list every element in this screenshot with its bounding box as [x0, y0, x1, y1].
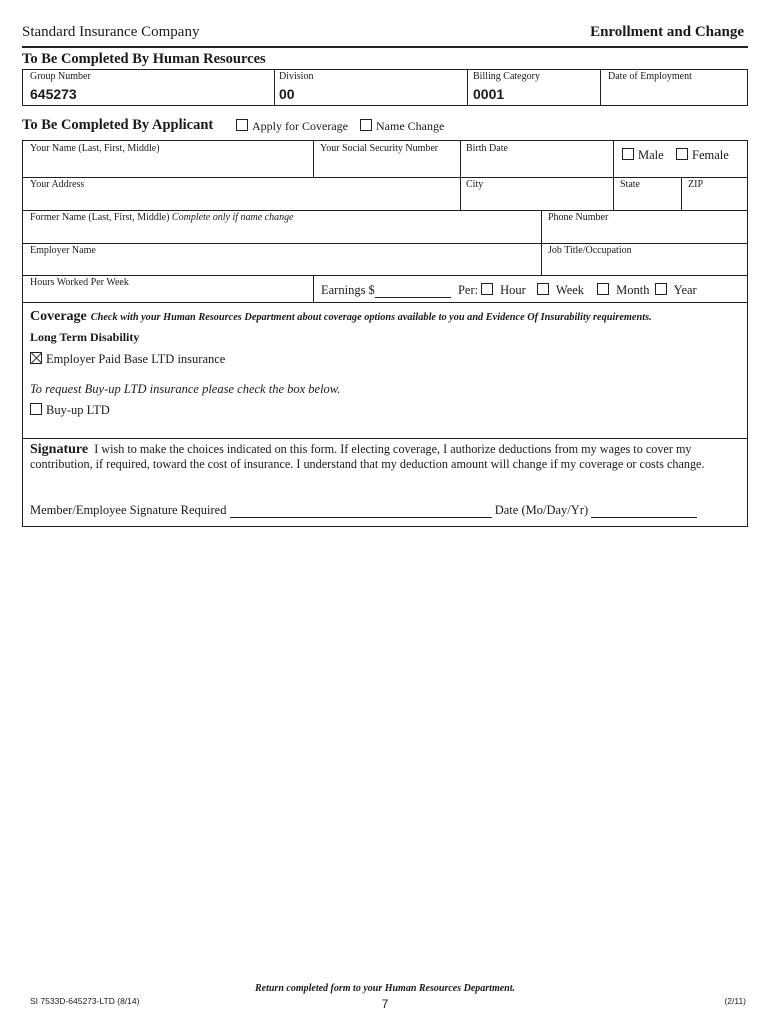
signature-paragraph	[30, 442, 742, 472]
zip-label: ZIP	[688, 179, 703, 190]
address-field[interactable]	[26, 192, 456, 208]
birth-date-label: Birth Date	[466, 143, 508, 154]
division-field[interactable]: 00	[279, 86, 295, 102]
form-title: Enrollment and Change	[590, 24, 744, 40]
signature-field[interactable]	[230, 505, 492, 518]
ltd-title: Long Term Disability	[30, 330, 140, 344]
divider	[313, 275, 314, 302]
coverage-header	[30, 307, 652, 325]
divider	[541, 243, 542, 275]
name-change-option[interactable]	[360, 119, 444, 134]
divider	[541, 210, 542, 243]
city-label: City	[466, 179, 484, 190]
hour-checkbox[interactable]	[481, 283, 493, 295]
divider	[313, 140, 314, 178]
apply-for-coverage-label: Apply for Coverage	[252, 119, 348, 133]
billing-category-label: Billing Category	[473, 71, 540, 82]
hour-option[interactable]	[481, 283, 526, 298]
employer-paid-label: Employer Paid Base LTD insurance	[46, 352, 226, 366]
your-name-field[interactable]	[26, 156, 310, 175]
buyup-label: Buy-up LTD	[46, 403, 110, 417]
signature-row	[30, 503, 697, 518]
year-label: Year	[673, 283, 697, 297]
week-label: Week	[555, 283, 585, 297]
row-divider	[22, 177, 748, 178]
divider	[467, 69, 468, 106]
coverage-instruction: Check with your Human Resources Department about coverage options available to you and Evidence Of Insurability requirements.	[90, 312, 652, 323]
employer-paid-checkbox[interactable]	[30, 352, 42, 364]
buyup-instruction: To request Buy-up LTD insurance please check the box below.	[30, 382, 341, 396]
zip-field[interactable]	[684, 192, 746, 208]
female-option[interactable]	[676, 148, 729, 163]
row-divider	[22, 210, 748, 211]
divider	[274, 69, 275, 106]
revision: (2/11)	[724, 996, 746, 1006]
divider	[681, 177, 682, 211]
week-checkbox[interactable]	[537, 283, 549, 295]
city-field[interactable]	[463, 192, 610, 208]
divider	[460, 177, 461, 211]
hours-label: Hours Worked Per Week	[30, 277, 129, 288]
header-rule	[22, 46, 748, 48]
form-code: SI 7533D-645273-LTD (8/14)	[30, 996, 140, 1006]
divider	[460, 140, 461, 178]
signature-date-field[interactable]	[591, 505, 697, 518]
company-name: Standard Insurance Company	[22, 24, 200, 40]
hours-field[interactable]	[26, 289, 310, 301]
signature-text: I wish to make the choices indicated on this form. If electing coverage, I authorize deductions from my wages to cover my contribution, if required, toward the cost of insurance. I understand that my deduction amount will change if my coverage or costs change.	[30, 442, 705, 471]
return-note: Return completed form to your Human Resources Department.	[254, 983, 515, 994]
name-change-checkbox[interactable]	[360, 119, 372, 131]
date-of-employment-field[interactable]	[604, 84, 744, 104]
state-field[interactable]	[616, 192, 678, 208]
male-checkbox[interactable]	[622, 148, 634, 160]
female-checkbox[interactable]	[676, 148, 688, 160]
buyup-option[interactable]	[30, 403, 110, 418]
group-number-field[interactable]: 645273	[30, 86, 77, 102]
group-number-label: Group Number	[30, 71, 91, 82]
row-divider	[22, 243, 748, 244]
year-option[interactable]	[655, 283, 697, 298]
earnings-field[interactable]	[375, 285, 451, 298]
divider	[600, 69, 601, 106]
page-number: 7	[381, 997, 389, 1011]
birth-date-field[interactable]	[463, 156, 610, 175]
earnings-label: Earnings $	[321, 283, 375, 297]
address-label: Your Address	[30, 179, 85, 190]
member-signature-label: Member/Employee Signature Required	[30, 503, 227, 517]
former-name-label	[30, 212, 294, 224]
apply-for-coverage-option[interactable]	[236, 119, 348, 134]
employer-label: Employer Name	[30, 245, 96, 256]
hr-section-title: To Be Completed By Human Resources	[22, 51, 266, 67]
week-option[interactable]	[537, 283, 584, 298]
row-divider	[22, 302, 748, 303]
earnings-row	[321, 283, 478, 298]
name-change-label: Name Change	[376, 119, 445, 133]
former-name-field[interactable]	[26, 225, 538, 241]
female-label: Female	[692, 148, 729, 162]
signature-date-label: Date (Mo/Day/Yr)	[494, 503, 589, 517]
row-divider	[22, 275, 748, 276]
row-divider	[22, 438, 748, 439]
applicant-section-title: To Be Completed By Applicant	[22, 117, 214, 133]
employer-paid-option[interactable]	[30, 352, 225, 367]
phone-field[interactable]	[545, 225, 745, 241]
month-checkbox[interactable]	[597, 283, 609, 295]
job-title-field[interactable]	[545, 258, 745, 274]
male-option[interactable]	[622, 148, 664, 163]
state-label: State	[620, 179, 640, 190]
signature-title: Signature	[30, 442, 89, 457]
job-title-label: Job Title/Occupation	[548, 245, 632, 256]
phone-label: Phone Number	[548, 212, 609, 223]
buyup-checkbox[interactable]	[30, 403, 42, 415]
former-name-note: Complete only if name change	[171, 212, 294, 223]
coverage-title: Coverage	[30, 309, 87, 324]
ssn-label: Your Social Security Number	[320, 143, 439, 154]
division-label: Division	[279, 71, 314, 82]
billing-category-field[interactable]: 0001	[473, 86, 505, 102]
divider	[613, 177, 614, 211]
year-checkbox[interactable]	[655, 283, 667, 295]
month-option[interactable]	[597, 283, 649, 298]
your-name-label: Your Name (Last, First, Middle)	[30, 143, 160, 154]
hour-label: Hour	[500, 283, 526, 297]
apply-for-coverage-checkbox[interactable]	[236, 119, 248, 131]
per-label: Per:	[457, 283, 479, 297]
divider	[613, 140, 614, 178]
former-name-label-text: Former Name (Last, First, Middle)	[30, 212, 170, 223]
ssn-field[interactable]	[316, 156, 457, 175]
male-label: Male	[638, 148, 664, 162]
employer-field[interactable]	[26, 258, 538, 274]
month-label: Month	[616, 283, 650, 297]
date-of-employment-label: Date of Employment	[608, 71, 692, 82]
